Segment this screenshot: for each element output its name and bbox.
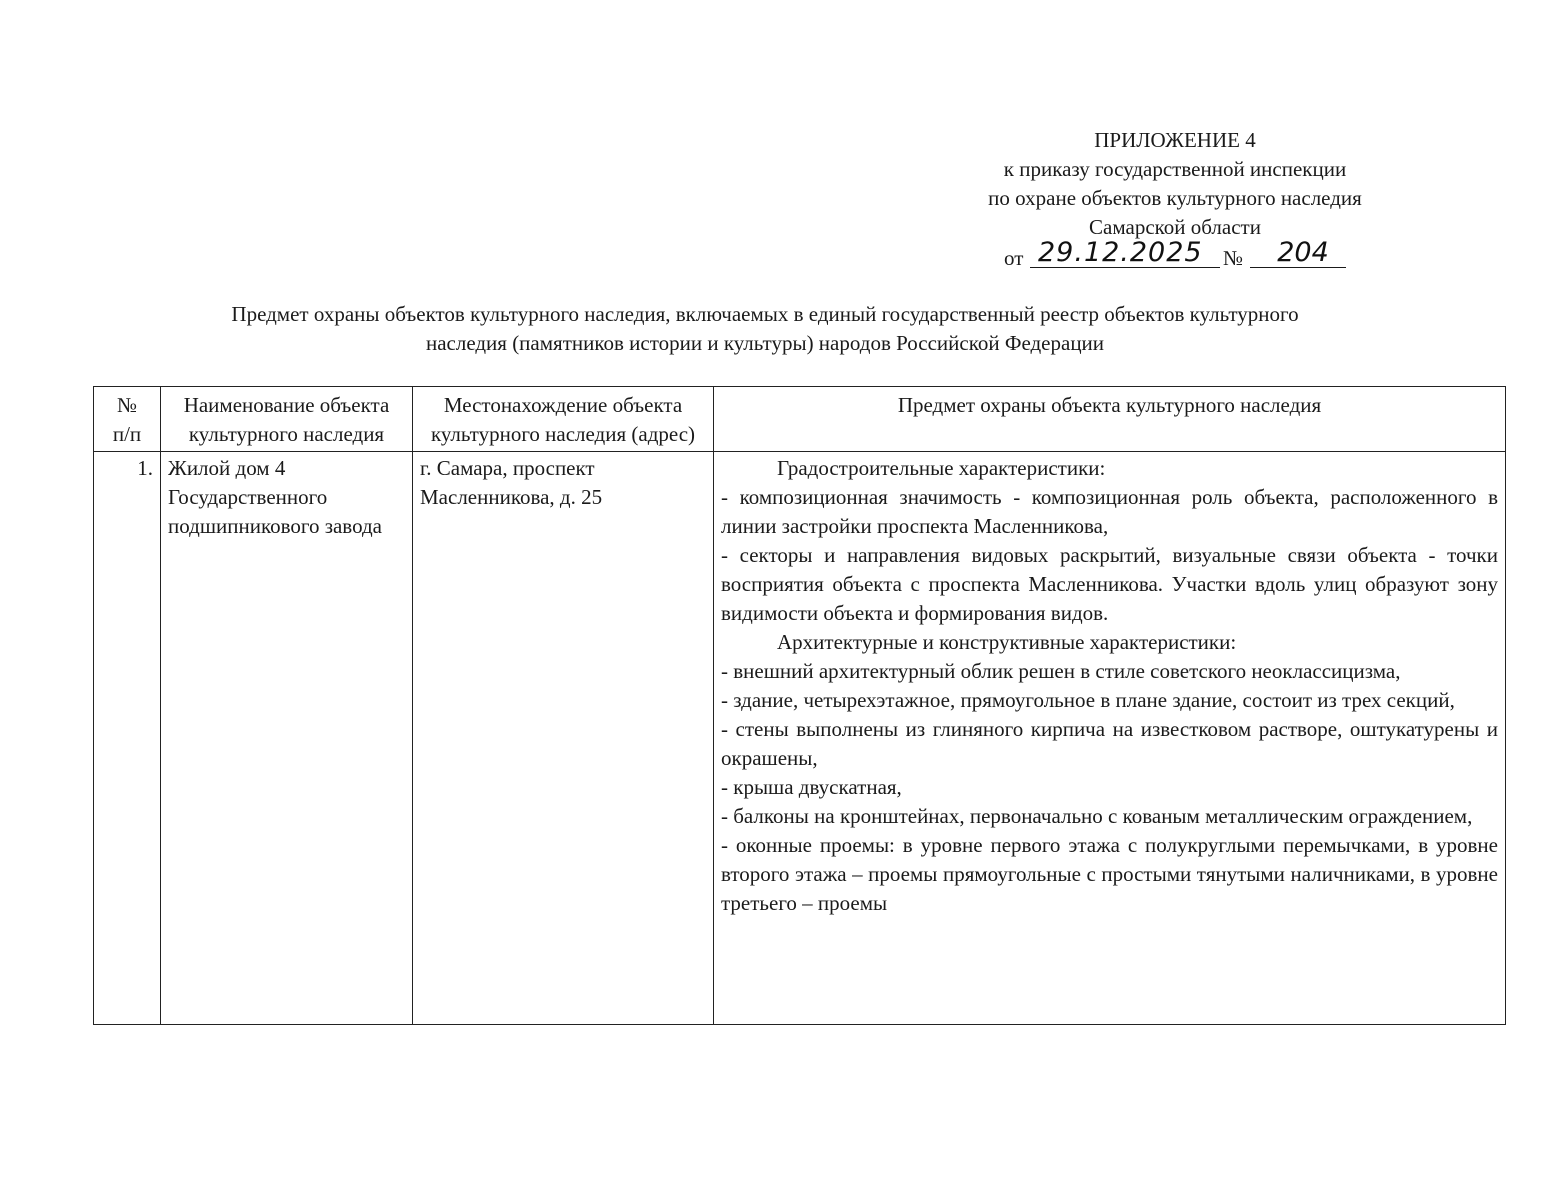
header-number-abbr: п/п bbox=[112, 422, 142, 446]
order-number-handwritten: 204 bbox=[1250, 238, 1346, 268]
appendix-line-2: по охране объектов культурного наследия bbox=[988, 186, 1362, 210]
appendix-line-3: Самарской области bbox=[1089, 215, 1261, 239]
document-title-line-2: наследия (памятников истории и культуры) народов Российской Федерации bbox=[425, 331, 1105, 355]
row-object-name: Жилой дом 4 Государственного подшипникового завода bbox=[161, 452, 413, 1025]
appendix-header bbox=[940, 126, 1410, 276]
table-header-row bbox=[94, 387, 1506, 452]
appendix-line-1: к приказу государственной инспекции bbox=[1003, 157, 1347, 181]
header-address: Местонахождение объекта культурного наследия (адрес) bbox=[413, 387, 714, 452]
arch-item: - оконные проемы: в уровне первого этажа с полукруглыми перемычками, в уровне второго этажа – проемы прямоугольные с простыми тянутыми наличниками, в уровне третьего – проемы bbox=[721, 833, 1498, 915]
urban-item: - композиционная значимость - композиционная роль объекта, расположенного в линии застройки проспекта Масленникова, bbox=[721, 485, 1498, 538]
heritage-table bbox=[93, 386, 1506, 1025]
row-number: 1. bbox=[94, 452, 161, 1025]
row-protection-subject bbox=[714, 452, 1506, 1025]
header-name: Наименование объекта культурного наследия bbox=[161, 387, 413, 452]
header-number bbox=[94, 387, 161, 452]
arch-item: - балконы на кронштейнах, первоначально с кованым металлическим ограждением, bbox=[721, 804, 1473, 828]
header-number-sign: № bbox=[116, 393, 138, 417]
order-date-prefix: от bbox=[1004, 246, 1024, 270]
arch-item: - крыша двускатная, bbox=[721, 775, 902, 799]
order-reference bbox=[940, 237, 1410, 276]
urban-item: - секторы и направления видовых раскрытий, визуальные связи объекта - точки восприятия объекта с проспекта Масленникова. Участки вдоль улиц образуют зону видимости объекта и формирования видов. bbox=[721, 543, 1498, 625]
arch-item: - внешний архитектурный облик решен в стиле советского неоклассицизма, bbox=[721, 659, 1401, 683]
arch-item: - здание, четырехэтажное, прямоугольное в плане здание, состоит из трех секций, bbox=[721, 688, 1455, 712]
header-subject: Предмет охраны объекта культурного наследия bbox=[714, 387, 1506, 452]
table-row bbox=[94, 452, 1506, 1025]
document-title-line-1: Предмет охраны объектов культурного наследия, включаемых в единый государственный реестр объектов культурного bbox=[231, 302, 1299, 326]
order-date-handwritten: 29.12.2025 bbox=[1030, 238, 1220, 268]
row-object-address: г. Самара, проспект Масленникова, д. 25 bbox=[413, 452, 714, 1025]
urban-heading: Градостроительные характеристики: bbox=[777, 456, 1106, 480]
order-number-sign: № bbox=[1223, 246, 1244, 270]
arch-heading: Архитектурные и конструктивные характеристики: bbox=[777, 630, 1237, 654]
document-title bbox=[100, 300, 1430, 358]
appendix-title: ПРИЛОЖЕНИЕ 4 bbox=[1094, 128, 1256, 152]
arch-item: - стены выполнены из глиняного кирпича на известковом растворе, оштукатурены и окрашены, bbox=[721, 717, 1498, 770]
